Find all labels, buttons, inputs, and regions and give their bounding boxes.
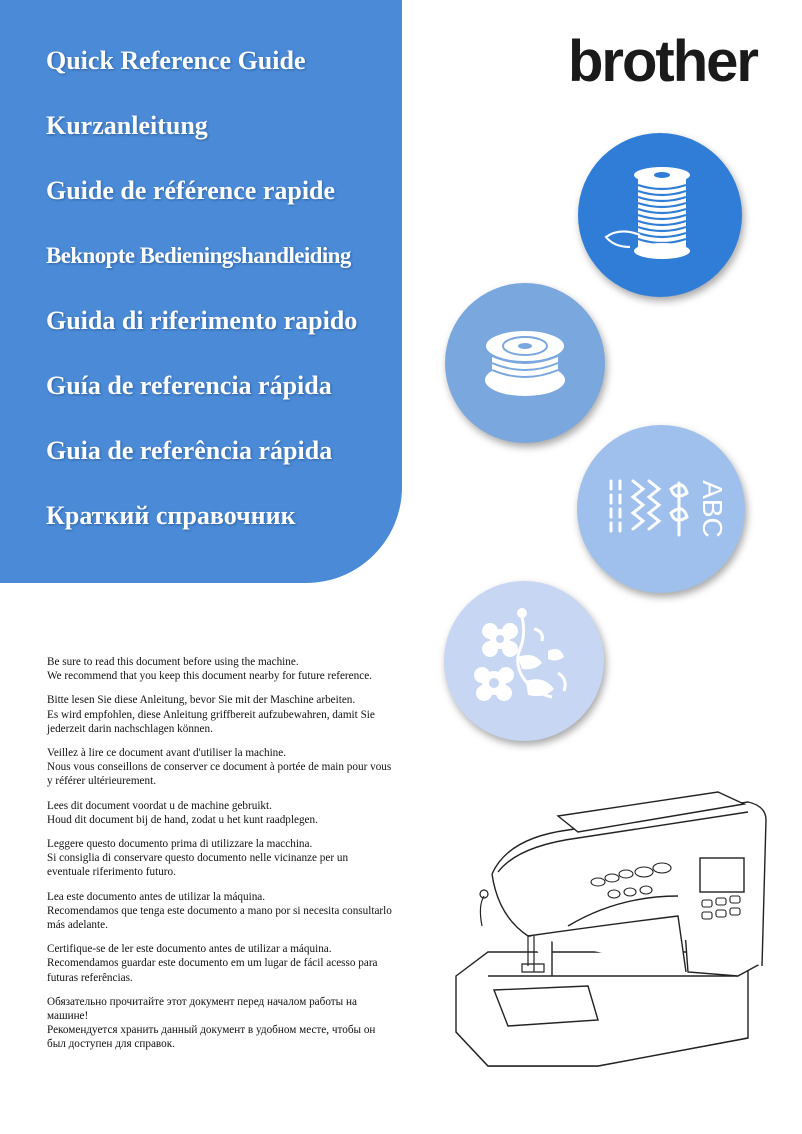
- title-pt: Guia de referência rápida: [46, 436, 333, 465]
- thread-spool-icon: [600, 155, 720, 275]
- sewing-machine-illustration: [448, 776, 788, 1096]
- note-de: Bitte lesen Sie diese Anleitung, bevor Sie mit der Maschine arbeiten. Es wird empfohlen, diese Anleitung griffbereit aufzubewahren, damit Sie jederzeit darin nachschlagen können.: [47, 694, 375, 735]
- brother-logo: brother: [568, 29, 757, 94]
- note-nl: Lees dit document voordat u de machine gebruikt. Houd dit document bij de hand, zodat u het kunt raadplegen.: [47, 799, 318, 826]
- abc-letters: ABC: [697, 480, 728, 538]
- title-de: Kurzanleitung: [46, 111, 208, 140]
- title-ru: Краткий справочник: [46, 501, 296, 530]
- title-en: Quick Reference Guide: [46, 46, 306, 75]
- note-en: Be sure to read this document before using the machine. We recommend that you keep this document nearby for future reference.: [47, 656, 372, 683]
- note-es: Lea este documento antes de utilizar la máquina. Recomendamos que tenga este documento a mano por si necesita consultarlo más adelante.: [47, 890, 392, 932]
- thread-spool-circle: [578, 133, 742, 297]
- title-it: Guida di riferimento rapido: [46, 306, 358, 335]
- bobbin-circle: [445, 283, 605, 443]
- stitch-patterns-circle: [577, 425, 745, 593]
- embroidery-flower-icon: [464, 601, 584, 721]
- note-fr: Veillez à lire ce document avant d'utiliser la machine. Nous vous conseillons de conserver ce document à portée de main pour vous y référer ultérieurement.: [47, 747, 392, 788]
- embroidery-circle: [444, 581, 604, 741]
- title-nl: Beknopte Bedieningshandleiding: [46, 243, 351, 268]
- title-panel: [0, 0, 402, 583]
- notes-section: [47, 655, 392, 1062]
- note-it: Leggere questo documento prima di utilizzare la macchina. Si consiglia di conservare questo documento nelle vicinanze per un eventuale riferimento futuro.: [47, 838, 349, 879]
- stitch-patterns-icon: [591, 439, 731, 579]
- note-pt: Certifique-se de ler este documento antes de utilizar a máquina. Recomendamos guardar este documento em um lugar de fácil acesso para futuras referências.: [47, 943, 378, 984]
- bobbin-icon: [470, 308, 580, 418]
- title-fr: Guide de référence rapide: [46, 176, 336, 205]
- title-es: Guía de referencia rápida: [46, 371, 332, 400]
- note-ru: Обязательно прочитайте этот документ перед началом работы на машине! Рекомендуется хранить данный документ в удобном месте, чтобы он был доступен для справок.: [47, 995, 376, 1051]
